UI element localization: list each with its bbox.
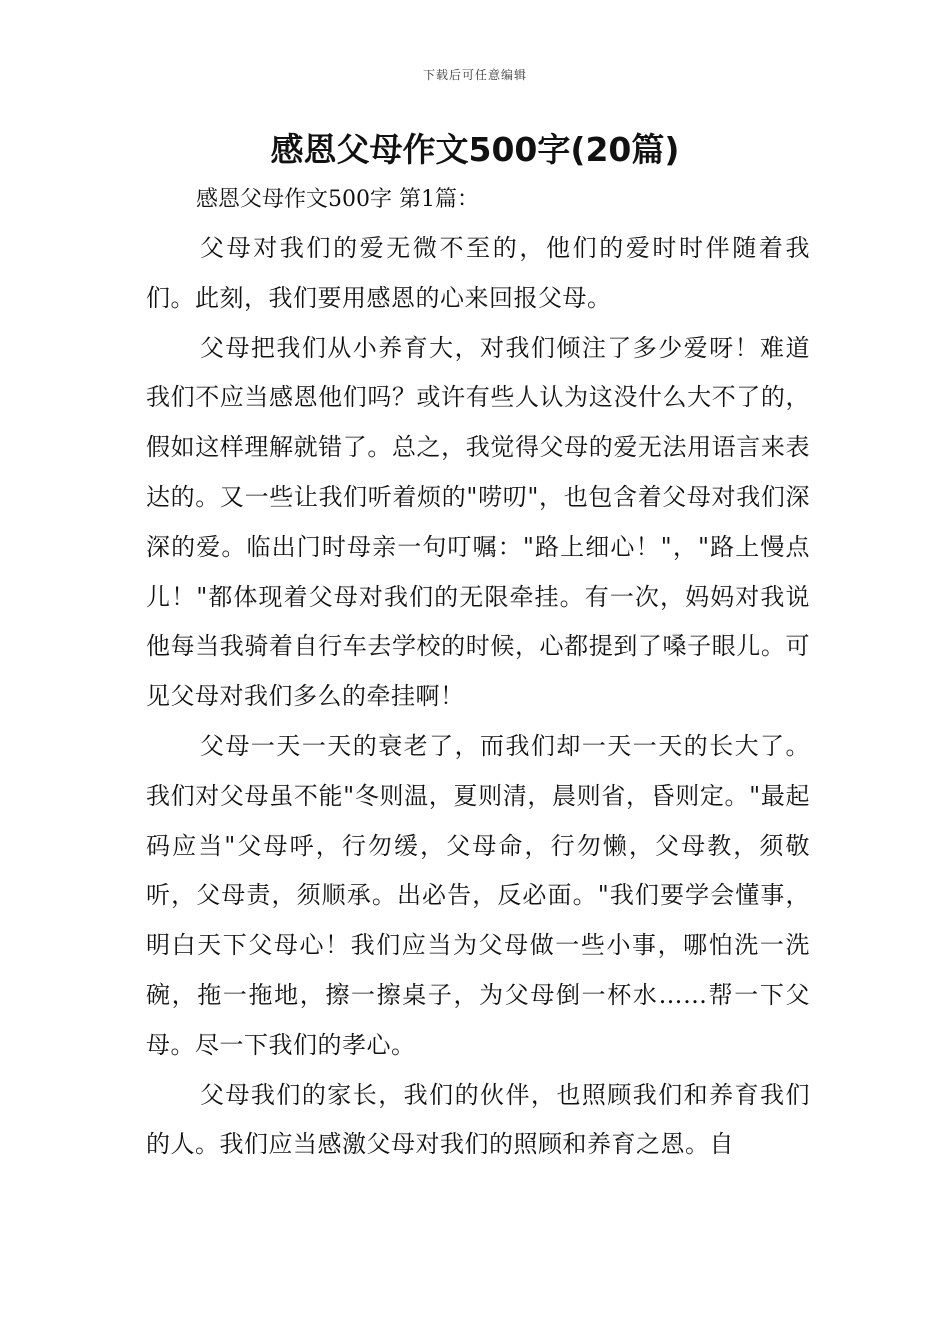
paragraph: 父母把我们从小养育大，对我们倾注了多少爱呀！难道我们不应当感恩他们吗？或许有些人认为这没什么大不了的，假如这样理解就错了。总之，我觉得父母的爱无法用语言来表达的。又一些让我们听着烦的"唠叨"，也包含着父母对我们深深的爱。临出门时母亲一句叮嘱："路上细心！"，"路上慢点儿！"都体现着父母对我们的无限牵挂。有一次，妈妈对我说他每当我骑着自行车去学校的时候，心都提到了嗓子眼儿。可见父母对我们多么的牵挂啊！ [146,333,810,711]
article-subtitle: 感恩父母作文500字 第1篇： [196,187,479,212]
article-body [146,224,810,1170]
header-note: 下载后可任意编辑 [422,68,527,82]
document-title: 感恩父母作文500字(20篇) [270,130,680,169]
paragraph: 父母一天一天的衰老了，而我们却一天一天的长大了。我们对父母虽不能"冬则温，夏则清，晨则省，昏则定。"最起码应当"父母呼，行勿缓，父母命，行勿懒，父母教，须敬听，父母责，须顺承。出必告，反必面。"我们要学会懂事，明白天下父母心！我们应当为父母做一些小事，哪怕洗一洗碗，拖一拖地，擦一擦桌子，为父母倒一杯水……帮一下父母。尽一下我们的孝心。 [146,731,810,1059]
paragraph: 父母我们的家长，我们的伙伴，也照顾我们和养育我们的人。我们应当感激父母对我们的照顾和养育之恩。自 [146,1080,810,1159]
paragraph: 父母对我们的爱无微不至的，他们的爱时时伴随着我们。此刻，我们要用感恩的心来回报父母。 [146,234,810,312]
